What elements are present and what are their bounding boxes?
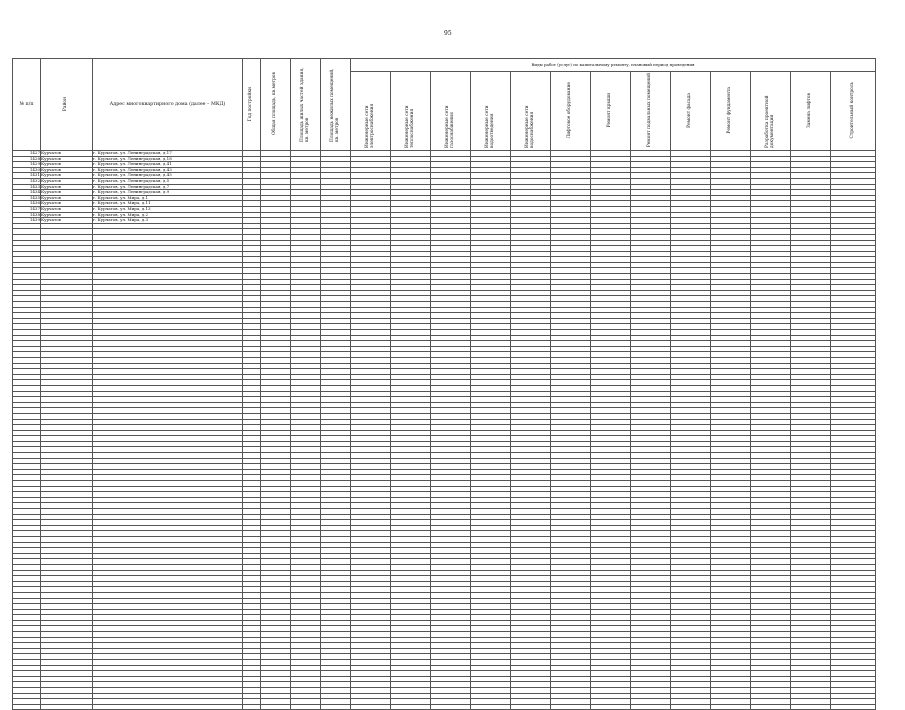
row-district: Курчатов xyxy=(41,201,93,207)
table-cell xyxy=(751,704,791,710)
row-number: 1437 xyxy=(13,206,41,212)
table-cell xyxy=(321,704,351,710)
header-work-4: Инженерные сети водоотведения xyxy=(471,72,511,151)
row-district: Курчатов xyxy=(41,178,93,184)
table-cell xyxy=(711,704,751,710)
row-district: Курчатов xyxy=(41,190,93,196)
row-district: Курчатов xyxy=(41,162,93,168)
header-work-7: Ремонт крыши xyxy=(591,72,631,151)
row-district: Курчатов xyxy=(41,156,93,162)
header-work-3: Инженерные сети газоснабжения xyxy=(431,72,471,151)
row-number: 1435 xyxy=(13,195,41,201)
table-cell xyxy=(243,704,261,710)
row-address: г. Курчатов, ул. Мира, д.2 xyxy=(93,212,243,218)
header-work-2: Инженерные сети теплоснабжения xyxy=(391,72,431,151)
header-total-area: Общая площадь, кв.метров xyxy=(261,59,291,151)
header-work-10: Ремонт фундамента xyxy=(711,72,751,151)
row-number: 1430 xyxy=(13,167,41,173)
table-cell xyxy=(391,704,431,710)
row-district: Курчатов xyxy=(41,195,93,201)
row-district: Курчатов xyxy=(41,167,93,173)
table-body xyxy=(13,151,876,710)
row-number: 1428 xyxy=(13,156,41,162)
row-address: г. Курчатов, ул. Ленинградская, д.18 xyxy=(93,156,243,162)
table-cell xyxy=(351,704,391,710)
row-district: Курчатов xyxy=(41,184,93,190)
table-cell xyxy=(93,704,243,710)
row-address: г. Курчатов, ул. Мира, д.3 xyxy=(93,218,243,224)
table-cell xyxy=(671,704,711,710)
table-header xyxy=(13,59,876,151)
row-district: Курчатов xyxy=(41,212,93,218)
table-cell xyxy=(591,704,631,710)
row-number: 1429 xyxy=(13,162,41,168)
row-address: г. Курчатов, ул. Ленинградская, д.17 xyxy=(93,151,243,157)
row-number: 1436 xyxy=(13,201,41,207)
row-district: Курчатов xyxy=(41,151,93,157)
row-address: г. Курчатов, ул. Ленинградская, д.7 xyxy=(93,184,243,190)
table-cell xyxy=(791,704,831,710)
header-district: Район xyxy=(41,59,93,151)
row-address: г. Курчатов, ул. Мира, д.11 xyxy=(93,201,243,207)
table-cell xyxy=(13,704,41,710)
header-living-area: Площадь жилых частей здания, кв. метров xyxy=(291,59,321,151)
row-district: Курчатов xyxy=(41,218,93,224)
header-address: Адрес многоквартирного дома (далее – МКД) xyxy=(93,59,243,151)
header-work-5: Инженерные сети водоснабжения xyxy=(511,72,551,151)
header-work-1: Инженерные сети электроснабжения xyxy=(351,72,391,151)
row-address: г. Курчатов, ул. Мира, д.1 xyxy=(93,195,243,201)
row-number: 1431 xyxy=(13,173,41,179)
header-work-11: Разработка проектной документации xyxy=(751,72,791,151)
table-cell xyxy=(41,704,93,710)
table-row xyxy=(13,704,876,710)
row-number: 1427 xyxy=(13,151,41,157)
page-number: 95 xyxy=(444,30,452,37)
header-work-8: Ремонт подвальных помещений xyxy=(631,72,671,151)
capital-repair-table xyxy=(12,58,876,710)
row-number: 1439 xyxy=(13,218,41,224)
table-cell xyxy=(431,704,471,710)
header-nonliving-area: Площадь нежилых помещений, кв. метров xyxy=(321,59,351,151)
table-cell xyxy=(471,704,511,710)
header-work-6: Лифтовое оборудование xyxy=(551,72,591,151)
header-num: № п/п xyxy=(13,59,41,151)
row-address: г. Курчатов, ул. Ленинградская, д.43 xyxy=(93,167,243,173)
row-district: Курчатов xyxy=(41,173,93,179)
table-cell xyxy=(291,704,321,710)
table-cell xyxy=(261,704,291,710)
row-number: 1432 xyxy=(13,178,41,184)
header-work-13: Строительный контроль xyxy=(831,72,876,151)
row-address: г. Курчатов, ул. Ленинградская, д.41 xyxy=(93,162,243,168)
header-work-9: Ремонт фасада xyxy=(671,72,711,151)
header-work-12: Замена лифтов xyxy=(791,72,831,151)
table-cell xyxy=(511,704,551,710)
table-cell xyxy=(551,704,591,710)
row-number: 1434 xyxy=(13,190,41,196)
row-address: г. Курчатов, ул. Ленинградская, д.9 xyxy=(93,190,243,196)
row-number: 1438 xyxy=(13,212,41,218)
table-cell xyxy=(831,704,876,710)
table-cell xyxy=(631,704,671,710)
row-address: г. Курчатов, ул. Ленинградская, д.45 xyxy=(93,173,243,179)
works-title: Виды работ (услуг) по капитальному ремонту, плановый период проведения xyxy=(351,59,876,72)
header-year: Год постройки xyxy=(243,59,261,151)
row-number: 1433 xyxy=(13,184,41,190)
row-address: г. Курчатов, ул. Мира, д.13 xyxy=(93,206,243,212)
row-address: г. Курчатов, ул. Ленинградская, д.5 xyxy=(93,178,243,184)
row-district: Курчатов xyxy=(41,206,93,212)
